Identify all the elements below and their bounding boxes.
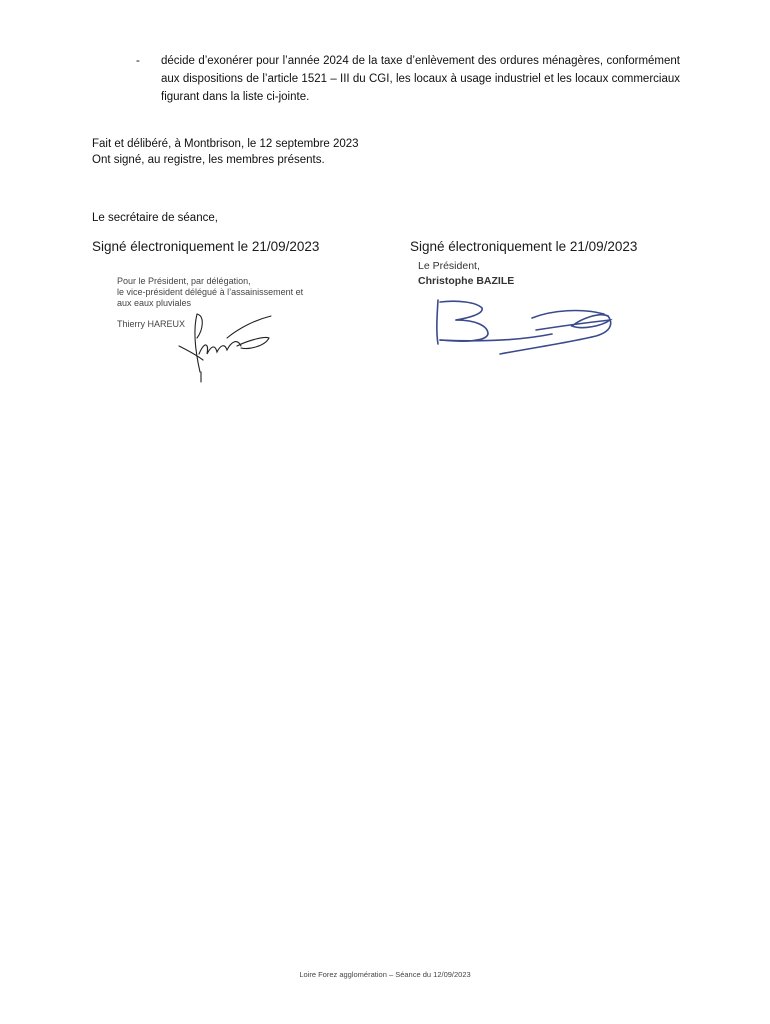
page-footer: Loire Forez agglomération – Séance du 12/09/2023: [299, 970, 471, 979]
closing-signed-note: Ont signé, au registre, les membres présents.: [92, 154, 325, 166]
left-handwritten-signature: [175, 310, 275, 385]
decision-list-item: [132, 52, 680, 106]
right-electronic-signature-note: Signé électroniquement le 21/09/2023: [410, 239, 638, 254]
right-signature-stamp: [418, 259, 514, 289]
right-stamp-line-1: Le Président,: [418, 260, 480, 272]
list-bullet: -: [136, 55, 140, 67]
right-handwritten-signature: [432, 296, 617, 358]
left-electronic-signature-note: Signé électroniquement le 21/09/2023: [92, 239, 320, 254]
closing-place-date: Fait et délibéré, à Montbrison, le 12 septembre 2023: [92, 138, 359, 150]
right-stamp-name: Christophe BAZILE: [418, 275, 515, 287]
left-stamp-name: Thierry HAREUX: [117, 319, 186, 329]
left-stamp-line-1: Pour le Président, par délégation,: [117, 276, 251, 286]
decision-text: décide d’exonérer pour l’année 2024 de la taxe d’enlèvement des ordures ménagères, conformément aux dispositions de l’article 1521 – III du CGI, les locaux à usage industriel et les locaux commerciaux figurant dans la liste ci-jointe.: [161, 55, 680, 103]
left-stamp-line-2: le vice-président délégué à l’assainissement et: [117, 287, 304, 297]
left-stamp-line-3: aux eaux pluviales: [117, 298, 192, 308]
secretary-label: Le secrétaire de séance,: [92, 212, 218, 224]
